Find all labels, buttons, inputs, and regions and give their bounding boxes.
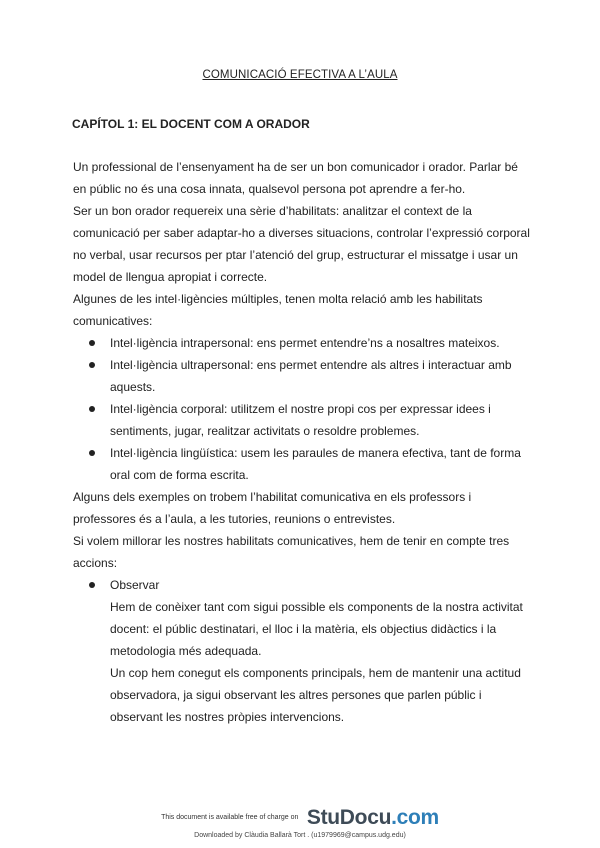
logo-text: StuDocu <box>306 806 392 829</box>
chapter-heading: CAPÍTOL 1: EL DOCENT COM A ORADOR <box>72 117 310 131</box>
list-item-observar <box>73 574 533 728</box>
action-text-attitude: Un cop hem conegut els components principals, hem de mantenir una actitud observadora, ja sigui observant les altres persones que parlen públic i observant les nostres pròpies intervencions. <box>110 666 521 724</box>
list-item <box>73 398 533 442</box>
bullet-icon <box>89 406 95 412</box>
list-item-text: Intel·ligència corporal: utilitzem el nostre propi cos per expressar idees i sentiments, jugar, realitzar activitats o resoldre problemes. <box>110 402 491 438</box>
paragraph-examples: Alguns dels exemples on trobem l’habilitat comunicativa en els professors i professores és a l’aula, a les tutories, reunions o entrevistes. <box>73 490 472 526</box>
actions-list <box>73 574 533 728</box>
intelligences-list <box>73 332 533 486</box>
document-title: COMUNICACIÓ EFECTIVA A L’AULA <box>202 69 398 81</box>
bullet-icon <box>89 450 95 456</box>
list-item-text: Intel·ligència ultrapersonal: ens permet entendre als altres i interactuar amb aquests. <box>110 358 512 394</box>
availability-note: This document is available free of charge on <box>161 814 299 821</box>
list-item-text: Intel·ligència intrapersonal: ens permet entendre’ns a nosaltres mateixos. <box>110 336 500 350</box>
document-body <box>73 156 533 728</box>
download-note: Downloaded by Clàudia Ballarà Tort . (u1979969@campus.udg.edu) <box>194 832 406 839</box>
list-item <box>73 442 533 486</box>
action-label: Observar <box>110 578 160 592</box>
paragraph-intelligences: Algunes de les intel·ligències múltiples, tenen molta relació amb les habilitats comunicatives: <box>73 292 483 328</box>
studocu-logo[interactable] <box>307 806 439 829</box>
paragraph-actions: Si volem millorar les nostres habilitats comunicatives, hem de tenir en compte tres accions: <box>73 534 510 570</box>
action-text-components: Hem de conèixer tant com sigui possible els components de la nostra activitat docent: el públic destinatari, el lloc i la matèria, els objectius didàctics i la metodologia més adequada. <box>110 600 523 658</box>
bullet-icon <box>89 340 95 346</box>
list-item-text: Intel·ligència lingüística: usem les paraules de manera efectiva, tant de forma oral com de forma escrita. <box>110 446 521 482</box>
logo-domain: .com <box>391 806 439 829</box>
bullet-icon <box>89 362 95 368</box>
studocu-banner <box>0 806 600 830</box>
paragraph-skills: Ser un bon orador requereix una sèrie d’habilitats: analitzar el context de la comunicació per saber adaptar-ho a diverses situacions, controlar l’expressió corporal no verbal, usar recursos per ptar l’atenció del grup, estructurar el missatge i usar un model de llengua apropiat i correcte. <box>73 204 530 284</box>
paragraph-intro: Un professional de l’ensenyament ha de ser un bon comunicador i orador. Parlar bé en públic no és una cosa innata, qualsevol persona pot aprendre a fer-ho. <box>73 160 518 196</box>
bullet-icon <box>89 582 95 588</box>
list-item <box>73 332 533 354</box>
list-item <box>73 354 533 398</box>
